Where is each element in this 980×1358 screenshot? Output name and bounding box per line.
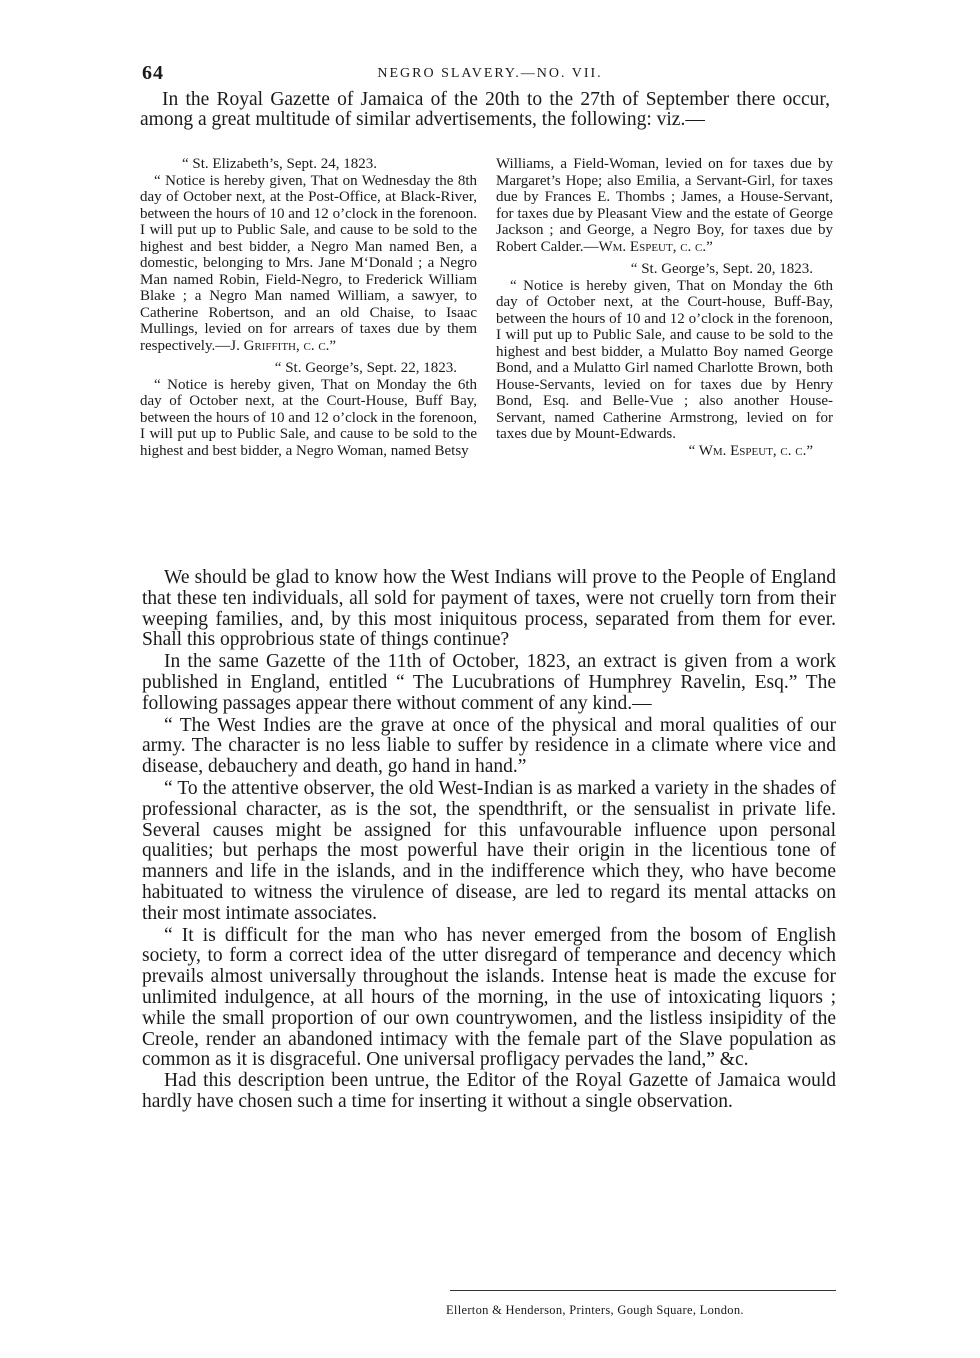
ad2-signoff: Wm. Espeut, c. c.” xyxy=(598,238,713,255)
ad2-text-part1: “ Notice is hereby given, That on Monday the 6th day of October next, at the Court-House, Buff Bay, between the hours of 10 and 12 o’clock in the forenoon, I will put up to Public Sale, and cause to be sold to the highest and best bidder, a Negro Woman, named Betsy xyxy=(140,376,477,459)
ad1-dateline: “ St. Elizabeth’s, Sept. 24, 1823. xyxy=(182,156,377,172)
ad1-body: “ Notice is hereby given, That on Wednesday the 8th day of October next, at the Post-Office, at Black-River, between the hours of 10 and 12 o’clock in the forenoon. I will put up to Public Sale, and cause to be sold to the highest and best bidder, a Negro Man named Ben, a domestic, belonging to Mrs. Jane M‘Donald ; a Negro Man named Robin, Field-Negro, to Frederick William Blake ; a Negro Man named William, a sawyer, to Catherine Robertson, and an old Chaise, to Isaac Mullings, levied on for arrears of taxes due by them respectively.— xyxy=(140,172,477,354)
ad3-text: “ Notice is hereby given, That on Monday the 6th day of October next, at the Court-house, Buff-Bay, between the hours of 10 and 12 o’clock in the forenoon, I will put up to Public Sale, and cause to be sold to the highest and best bidder, a Mulatto Boy named George Bond, and a Mulatto Girl named Charlotte Brown, both House-Servants, levied on for taxes due by Henry Bond, Esq. and Belle-Vue ; also another House-Servant, named Catherine Armstrong, levied on for taxes due by Mount-Edwards. xyxy=(496,277,833,442)
closing-paragraph: Had this description been untrue, the Editor of the Royal Gazette of Jamaica would hardly have chosen such a time for inserting it without a single observation. xyxy=(142,1070,836,1112)
page-number: 64 xyxy=(142,62,164,84)
quote-paragraph-1: “ The West Indies are the grave at once of the physical and moral qualities of our army. The character is no less liable to suffer by residence in a climate where vice and disease, debauchery and death, go hand in hand.” xyxy=(142,714,836,778)
main-body xyxy=(142,568,836,1113)
right-column xyxy=(496,156,833,459)
running-head: NEGRO SLAVERY.—NO. VII. xyxy=(377,66,603,81)
quote-paragraph-2: “ To the attentive observer, the old West-Indian is as marked a variety in the shades of professional character, as is the sot, the spendthrift, or the sensualist in private life. Several causes might be assigned for this unfavourable influence upon personal qualities; but perhaps the most powerful have their origin in the licentious tone of manners and life in the islands, and in the indifference which they, who have become habituated to witness the virulence of disease, are led to regard its mental attacks on their most intimate associates. xyxy=(142,777,836,924)
footer-rule xyxy=(450,1290,836,1291)
paragraph-2: In the same Gazette of the 11th of October, 1823, an extract is given from a work published in England, entitled “ The Lucubrations of Humphrey Ravelin, Esq.” The following passages appear there without comment of any kind.— xyxy=(142,651,836,714)
ad2-text-part2 xyxy=(496,156,833,255)
ad2-dateline: “ St. George’s, Sept. 22, 1823. xyxy=(274,360,457,376)
paragraph-1: We should be glad to know how the West Indians will prove to the People of England that these ten individuals, all sold for payment of taxes, were not cruelly torn from their weeping families, and, by this most iniquitous process, separated from them for ever. Shall this opprobrious state of things continue? xyxy=(142,567,836,651)
printer-imprint: Ellerton & Henderson, Printers, Gough Square, London. xyxy=(446,1303,744,1317)
intro-paragraph: In the Royal Gazette of Jamaica of the 20th to the 27th of September there occur, among a great multitude of similar advertisements, the following: viz.— xyxy=(140,89,830,130)
ad3-dateline: “ St. George’s, Sept. 20, 1823. xyxy=(630,261,813,277)
ad1-signoff: J. Griffith, c. c.” xyxy=(230,337,337,354)
ad1-text xyxy=(140,173,477,355)
left-column xyxy=(140,156,477,459)
quote-paragraph-3: “ It is difficult for the man who has never emerged from the bosom of English society, to form a correct idea of the utter disregard of temperance and decency which prevails almost universally throughout the islands. Intense heat is made the excuse for unlimited indulgence, at all hours of the morning, in the use of intoxicating liquors ; while the small proportion of our own countrywomen, and the listless insipidity of the Creole, render an abandoned intimacy with the female part of the Slave population as common as it is disgraceful. One universal profligacy pervades the land,” &c. xyxy=(142,924,836,1071)
ad3-signoff: “ Wm. Espeut, c. c.” xyxy=(688,442,813,459)
ad2-body-cont: Williams, a Field-Woman, levied on for taxes due by Margaret’s Hope; also Emilia, a Servant-Girl, for taxes due by Frances E. Thombs ; James, a House-Servant, for taxes due by Pleasant View and the estate of George Jackson ; and George, a Negro Boy, for taxes due by Robert Calder.— xyxy=(496,156,833,255)
